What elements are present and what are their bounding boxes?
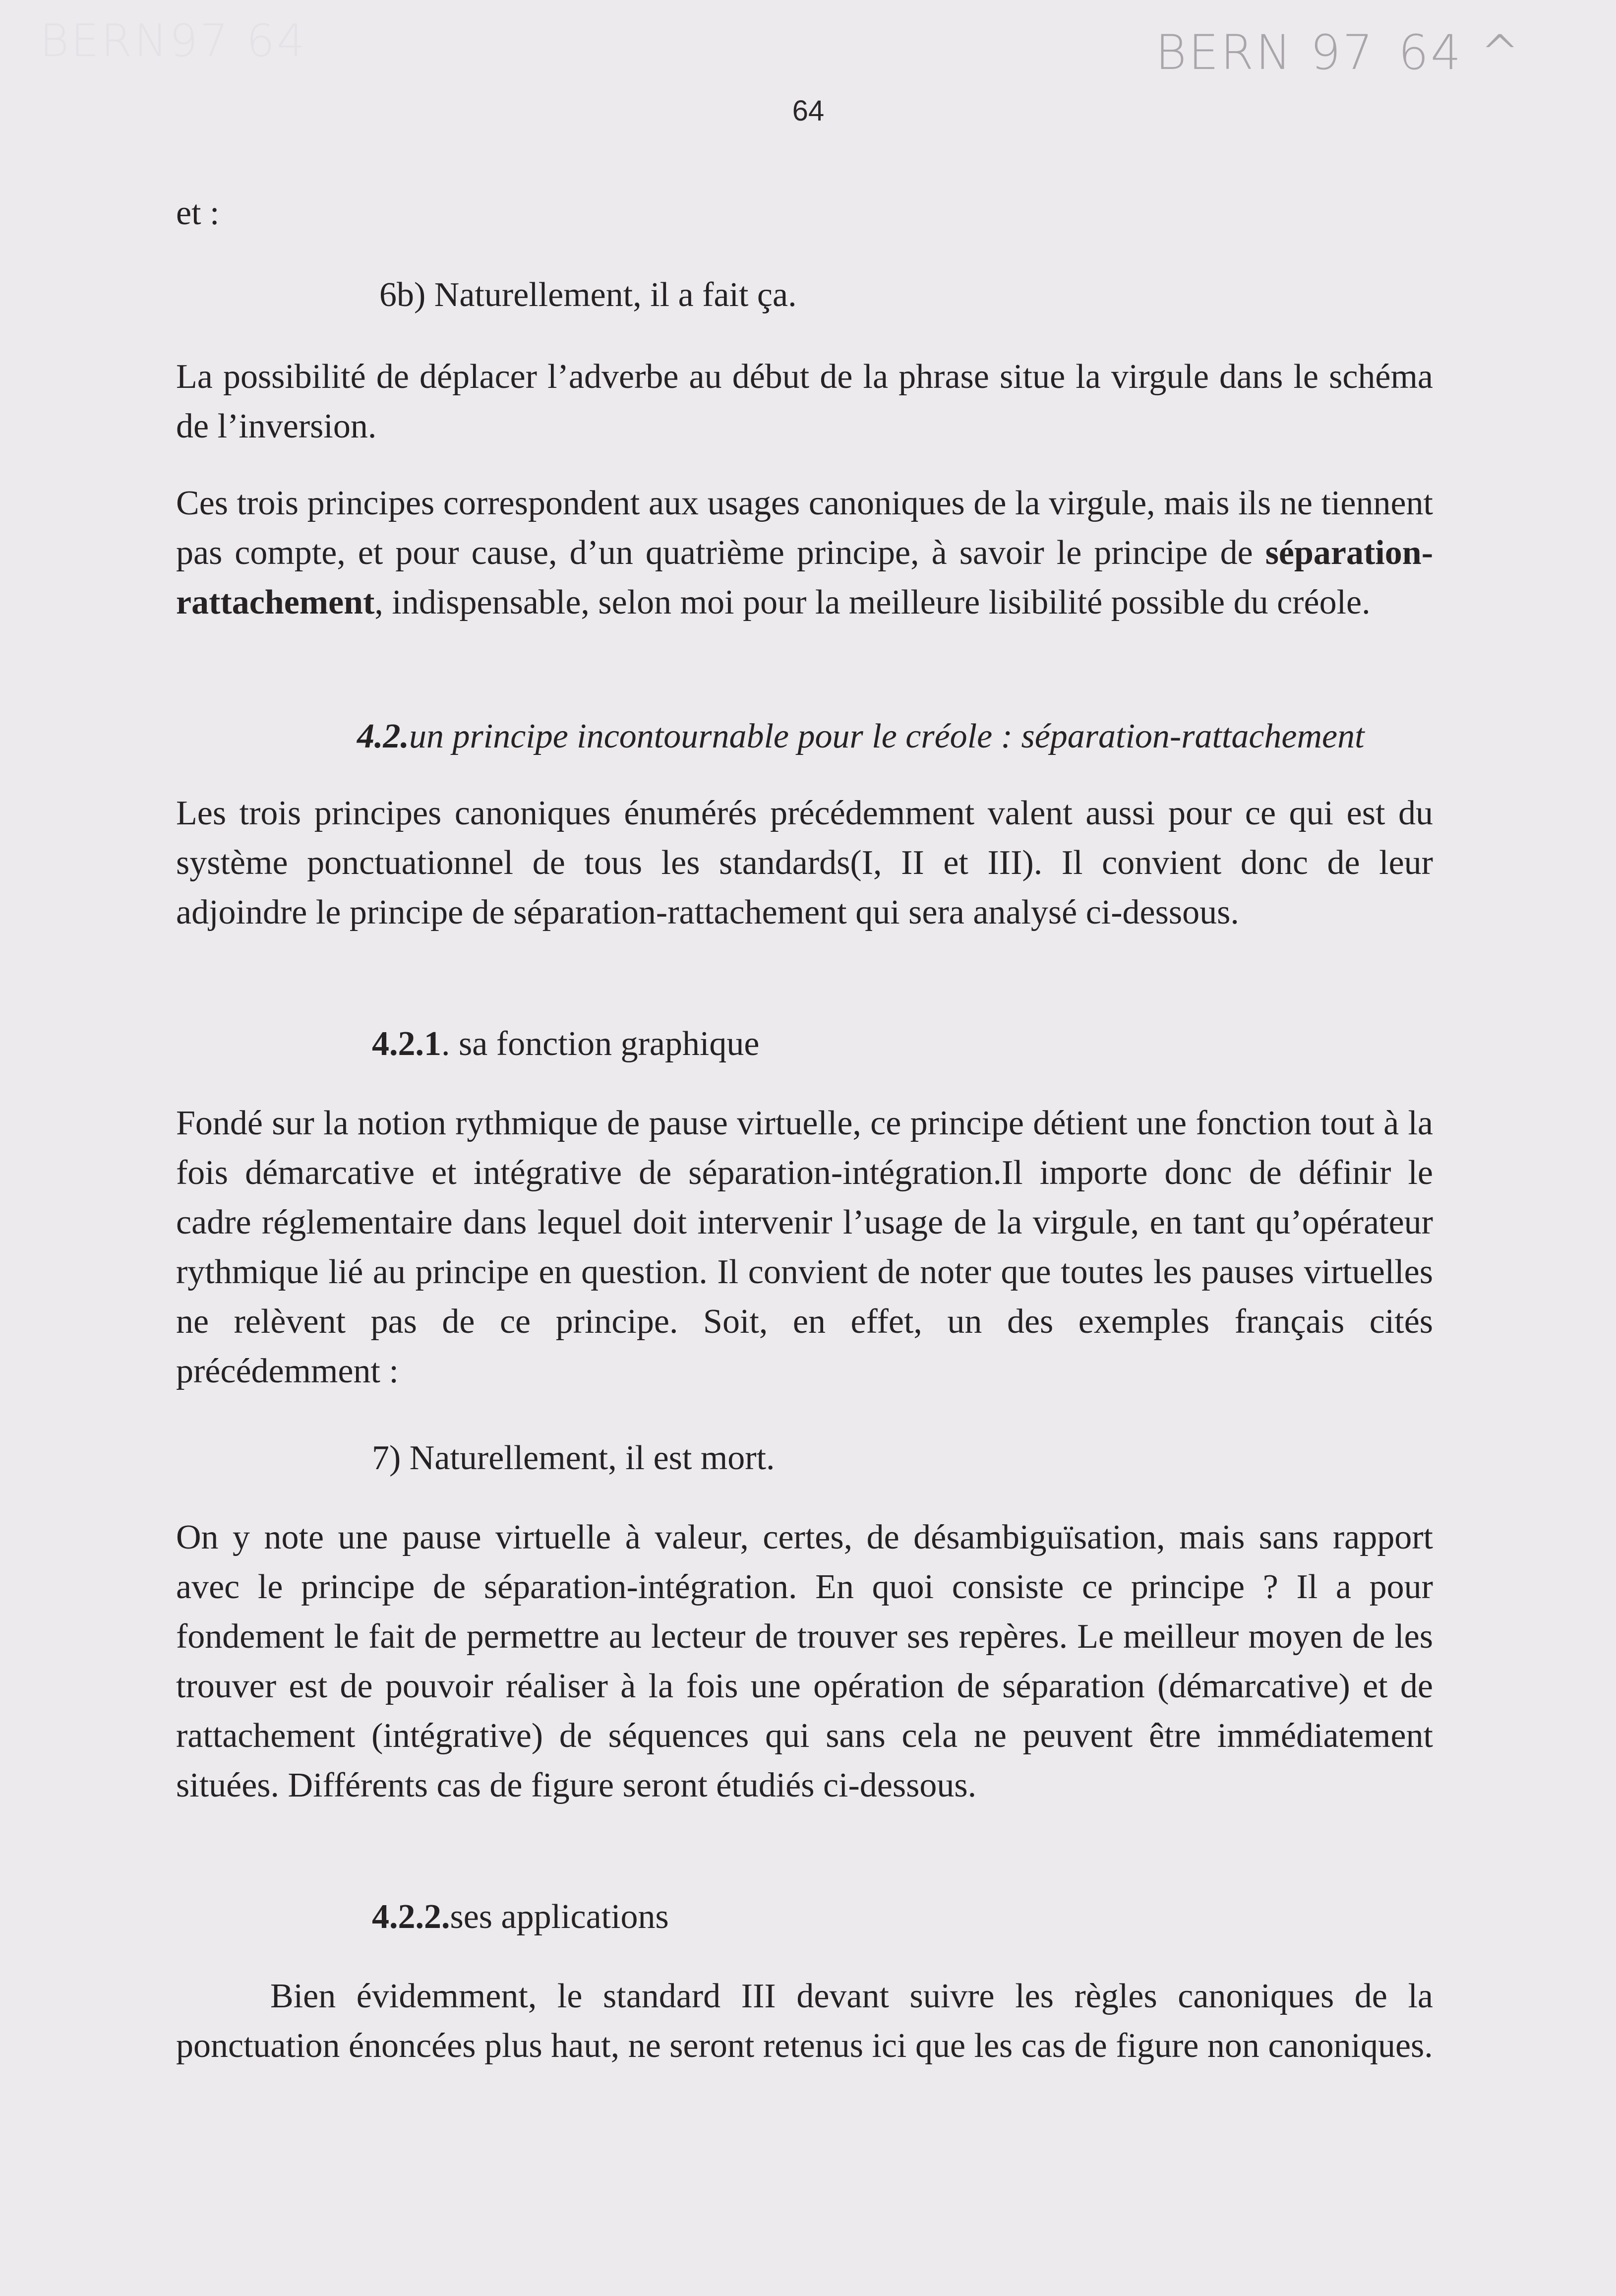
section-heading-4-2-1-title: . sa fonction graphique: [441, 1025, 760, 1063]
intro-text: et :: [176, 194, 220, 232]
section-heading-4-2-2: [372, 1892, 669, 1942]
section-heading-4-2-2-title: ses applications: [450, 1898, 669, 1936]
handwritten-page-number: 64 ^: [1398, 25, 1522, 80]
section-heading-4-2-2-number: 4.2.2.: [372, 1898, 450, 1936]
handwritten-archive-code: BERN 97: [1155, 25, 1375, 80]
paragraph-2: [176, 479, 1433, 627]
paragraph-2-bold-term: séparation-rattachement: [176, 534, 1433, 621]
bleed-through-annotation: BERN97 64: [40, 15, 307, 67]
paragraph-5: On y note une pause virtuelle à valeur, certes, de désambiguïsation, mais sans rapport avec le principe de séparation-intégration. En quoi consiste ce principe ? Il a pour fondement le fait de permettre au lecteur de trouver ses repères. Le meilleur moyen de les trouver est de pouvoir réaliser à la fois une opération de séparation (démarcative) et de rattachement (intégrative) de séquences qui sans cela ne peuvent être immédiatement situées. Différents cas de figure seront étudiés ci-dessous.: [176, 1518, 1433, 1804]
paragraph-4: Fondé sur la notion rythmique de pause virtuelle, ce principe détient une fonction tout à la fois démarcative et intégrative de séparation-intégration.Il importe donc de définir le cadre réglementaire dans lequel doit intervenir l’usage de la virgule, en tant qu’opérateur rythmique lié au principe en question. Il convient de noter que toutes les pauses virtuelles ne relèvent pas de ce principe. Soit, en effet, un des exemples français cités précédemment :: [176, 1104, 1433, 1390]
paragraph-2-before: Ces trois principes correspondent aux usages canoniques de la virgule, mais ils ne tiennent pas compte, et pour cause, d’un quatrième principe, à savoir le principe de: [176, 484, 1433, 572]
paragraph-1: La possibilité de déplacer l’adverbe au début de la phrase situe la virgule dans le schéma de l’inversion.: [176, 358, 1433, 445]
example-7: 7) Naturellement, il est mort.: [372, 1439, 775, 1477]
paragraph-3: Les trois principes canoniques énumérés précédemment valent aussi pour ce qui est du système ponctuationnel de tous les standards(I, II et III). Il convient donc de leur adjoindre le principe de séparation-rattachement qui sera analysé ci-dessous.: [176, 794, 1433, 931]
section-heading-4-2-number: 4.2.: [357, 717, 409, 755]
paragraph-6: Bien évidemment, le standard III devant suivre les règles canoniques de la ponctuation énoncées plus haut, ne seront retenus ici que les cas de figure non canoniques.: [176, 1977, 1433, 2065]
section-heading-4-2-1-number: 4.2.1: [372, 1025, 441, 1063]
section-heading-4-2-title: un principe incontournable pour le créole : séparation-rattachement: [409, 717, 1365, 755]
section-heading-4-2: [357, 712, 1365, 761]
paragraph-2-after: , indispensable, selon moi pour la meilleure lisibilité possible du créole.: [374, 583, 1371, 621]
example-6b: 6b) Naturellement, il a fait ça.: [379, 276, 797, 314]
page-number: 64: [792, 95, 825, 127]
section-heading-4-2-1: [372, 1019, 759, 1069]
